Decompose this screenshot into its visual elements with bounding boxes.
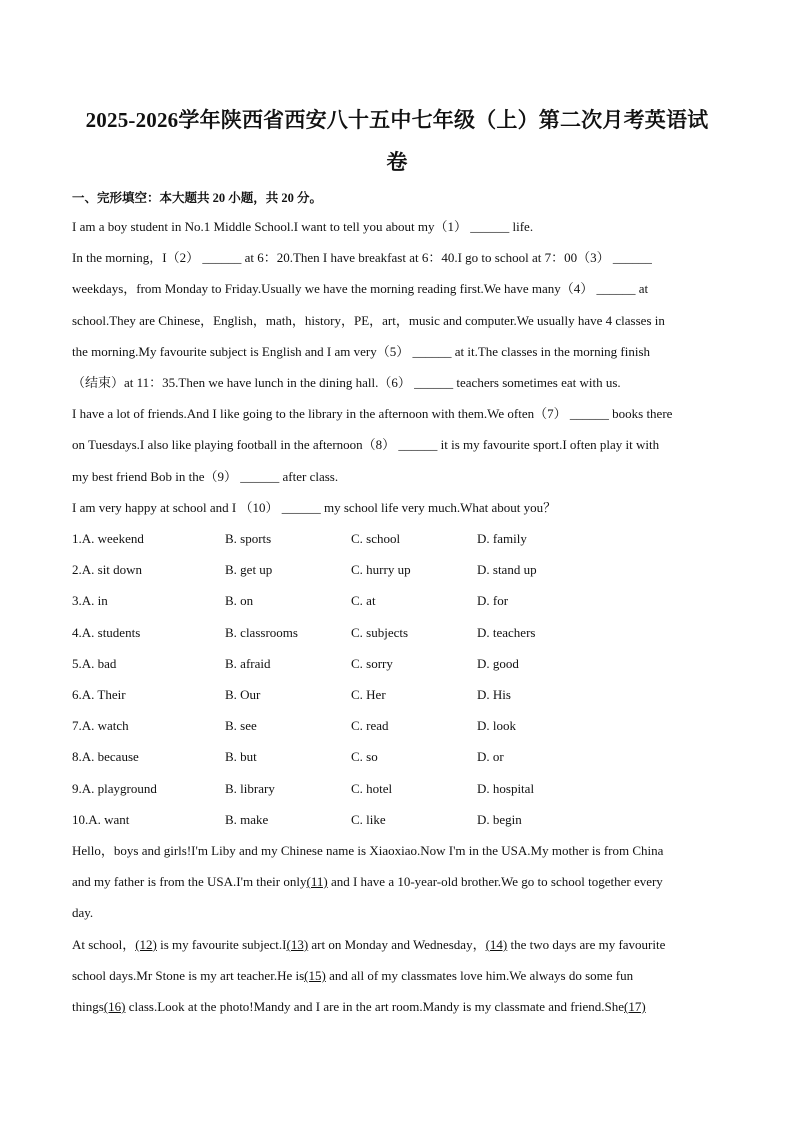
text-run: school days.Mr Stone is my art teacher.He is: [72, 968, 305, 983]
blank-number: (15): [304, 968, 326, 983]
page-title: 2025-2026学年陕西省西安八十五中七年级（上）第二次月考英语试: [85, 108, 709, 132]
passage-line: my best friend Bob in the（9） ______ after class.: [72, 469, 339, 484]
option-a: 9.A. playground: [72, 781, 157, 796]
text-run: and all of my classmates love him.We always do some fun: [325, 968, 634, 983]
option-a: 7.A. watch: [72, 718, 129, 733]
passage-line: on Tuesdays.I also like playing football in the afternoon（8） ______ it is my favourite sport.I often play it with: [72, 437, 660, 452]
text-run: At school，: [72, 937, 136, 952]
passage-line: weekdays，from Monday to Friday.Usually we have the morning reading first.We have many（4） ______ at: [72, 281, 649, 296]
passage-line: school.They are Chinese，English，math，history，PE，art，music and computer.We usually have 4 classes in: [72, 313, 665, 328]
passage-line: [72, 1000, 646, 1013]
text-run: and my father is from the USA.I'm their only: [72, 874, 307, 889]
passage-line: I am very happy at school and I （10） ______ my school life very much.What about you？: [72, 500, 557, 515]
option-c: C. school: [351, 531, 401, 546]
option-a: 5.A. bad: [72, 656, 117, 671]
option-b: B. library: [225, 781, 275, 796]
page-title-continued: 卷: [386, 150, 408, 174]
option-b: B. Our: [225, 687, 261, 702]
option-a: 10.A. want: [72, 812, 130, 827]
passage-line: （结束）at 11：35.Then we have lunch in the dining hall.（6） ______ teachers sometimes eat with us.: [72, 375, 621, 390]
option-d: D. teachers: [477, 625, 536, 640]
passage-line: I am a boy student in No.1 Middle School.I want to tell you about my（1） ______ life.: [72, 219, 534, 234]
passage-line: day.: [72, 905, 94, 920]
option-c: C. hotel: [351, 781, 393, 796]
text-run: class.Look at the photo!Mandy and I are in the art room.Mandy is my classmate and friend.She: [125, 999, 625, 1014]
blank-number: (11): [306, 874, 328, 889]
blank-number: (14): [485, 937, 508, 952]
option-d: D. hospital: [477, 781, 535, 796]
option-c: C. read: [351, 718, 389, 733]
option-a: 6.A. Their: [72, 687, 126, 702]
option-b: B. classrooms: [225, 625, 298, 640]
option-c: C. hurry up: [351, 562, 411, 577]
option-c: C. Her: [351, 687, 386, 702]
option-d: D. His: [477, 687, 511, 702]
text-run: things: [72, 999, 104, 1014]
passage-line: I have a lot of friends.And I like going to the library in the afternoon with them.We often（7） ______ books there: [72, 406, 673, 421]
option-b: B. get up: [225, 562, 273, 577]
passage-line: [72, 875, 663, 888]
text-run: art on Monday and Wednesday，: [308, 937, 486, 952]
option-a: 8.A. because: [72, 749, 139, 764]
blank-number: (17): [624, 999, 646, 1014]
option-b: B. sports: [225, 531, 272, 546]
passage-line: the morning.My favourite subject is English and I am very（5） ______ at it.The classes in the morning finish: [72, 344, 651, 359]
option-d: D. for: [477, 593, 509, 608]
option-b: B. afraid: [225, 656, 271, 671]
option-c: C. so: [351, 749, 378, 764]
option-c: C. sorry: [351, 656, 393, 671]
option-b: B. but: [225, 749, 257, 764]
section-heading: 一、完形填空：本大题共 20 小题，共 20 分。: [72, 191, 323, 205]
option-a: 4.A. students: [72, 625, 141, 640]
option-c: C. subjects: [351, 625, 409, 640]
blank-number: (12): [135, 937, 157, 952]
option-d: D. begin: [477, 812, 522, 827]
blank-number: (13): [286, 937, 309, 952]
blank-number: (16): [103, 999, 126, 1014]
passage-line: Hello，boys and girls!I'm Liby and my Chinese name is Xiaoxiao.Now I'm in the USA.My mother is from China: [72, 843, 664, 858]
passage-line: [72, 969, 633, 982]
option-b: B. see: [225, 718, 257, 733]
text-run: the two days are my favourite: [507, 937, 666, 952]
option-d: D. good: [477, 656, 519, 671]
option-b: B. make: [225, 812, 269, 827]
passage-line: In the morning，I（2） ______ at 6：20.Then I have breakfast at 6：40.I go to school at 7：00（3） ______: [72, 250, 652, 265]
option-d: D. family: [477, 531, 527, 546]
option-a: 3.A. in: [72, 593, 108, 608]
option-c: C. at: [351, 593, 376, 608]
passage-line: [72, 938, 665, 951]
option-a: 1.A. weekend: [72, 531, 144, 546]
text-run: is my favourite subject.I: [156, 937, 287, 952]
option-d: D. look: [477, 718, 516, 733]
text-run: and I have a 10-year-old brother.We go to school together every: [327, 874, 663, 889]
option-c: C. like: [351, 812, 386, 827]
option-d: D. or: [477, 749, 504, 764]
option-d: D. stand up: [477, 562, 537, 577]
option-b: B. on: [225, 593, 254, 608]
option-a: 2.A. sit down: [72, 562, 143, 577]
